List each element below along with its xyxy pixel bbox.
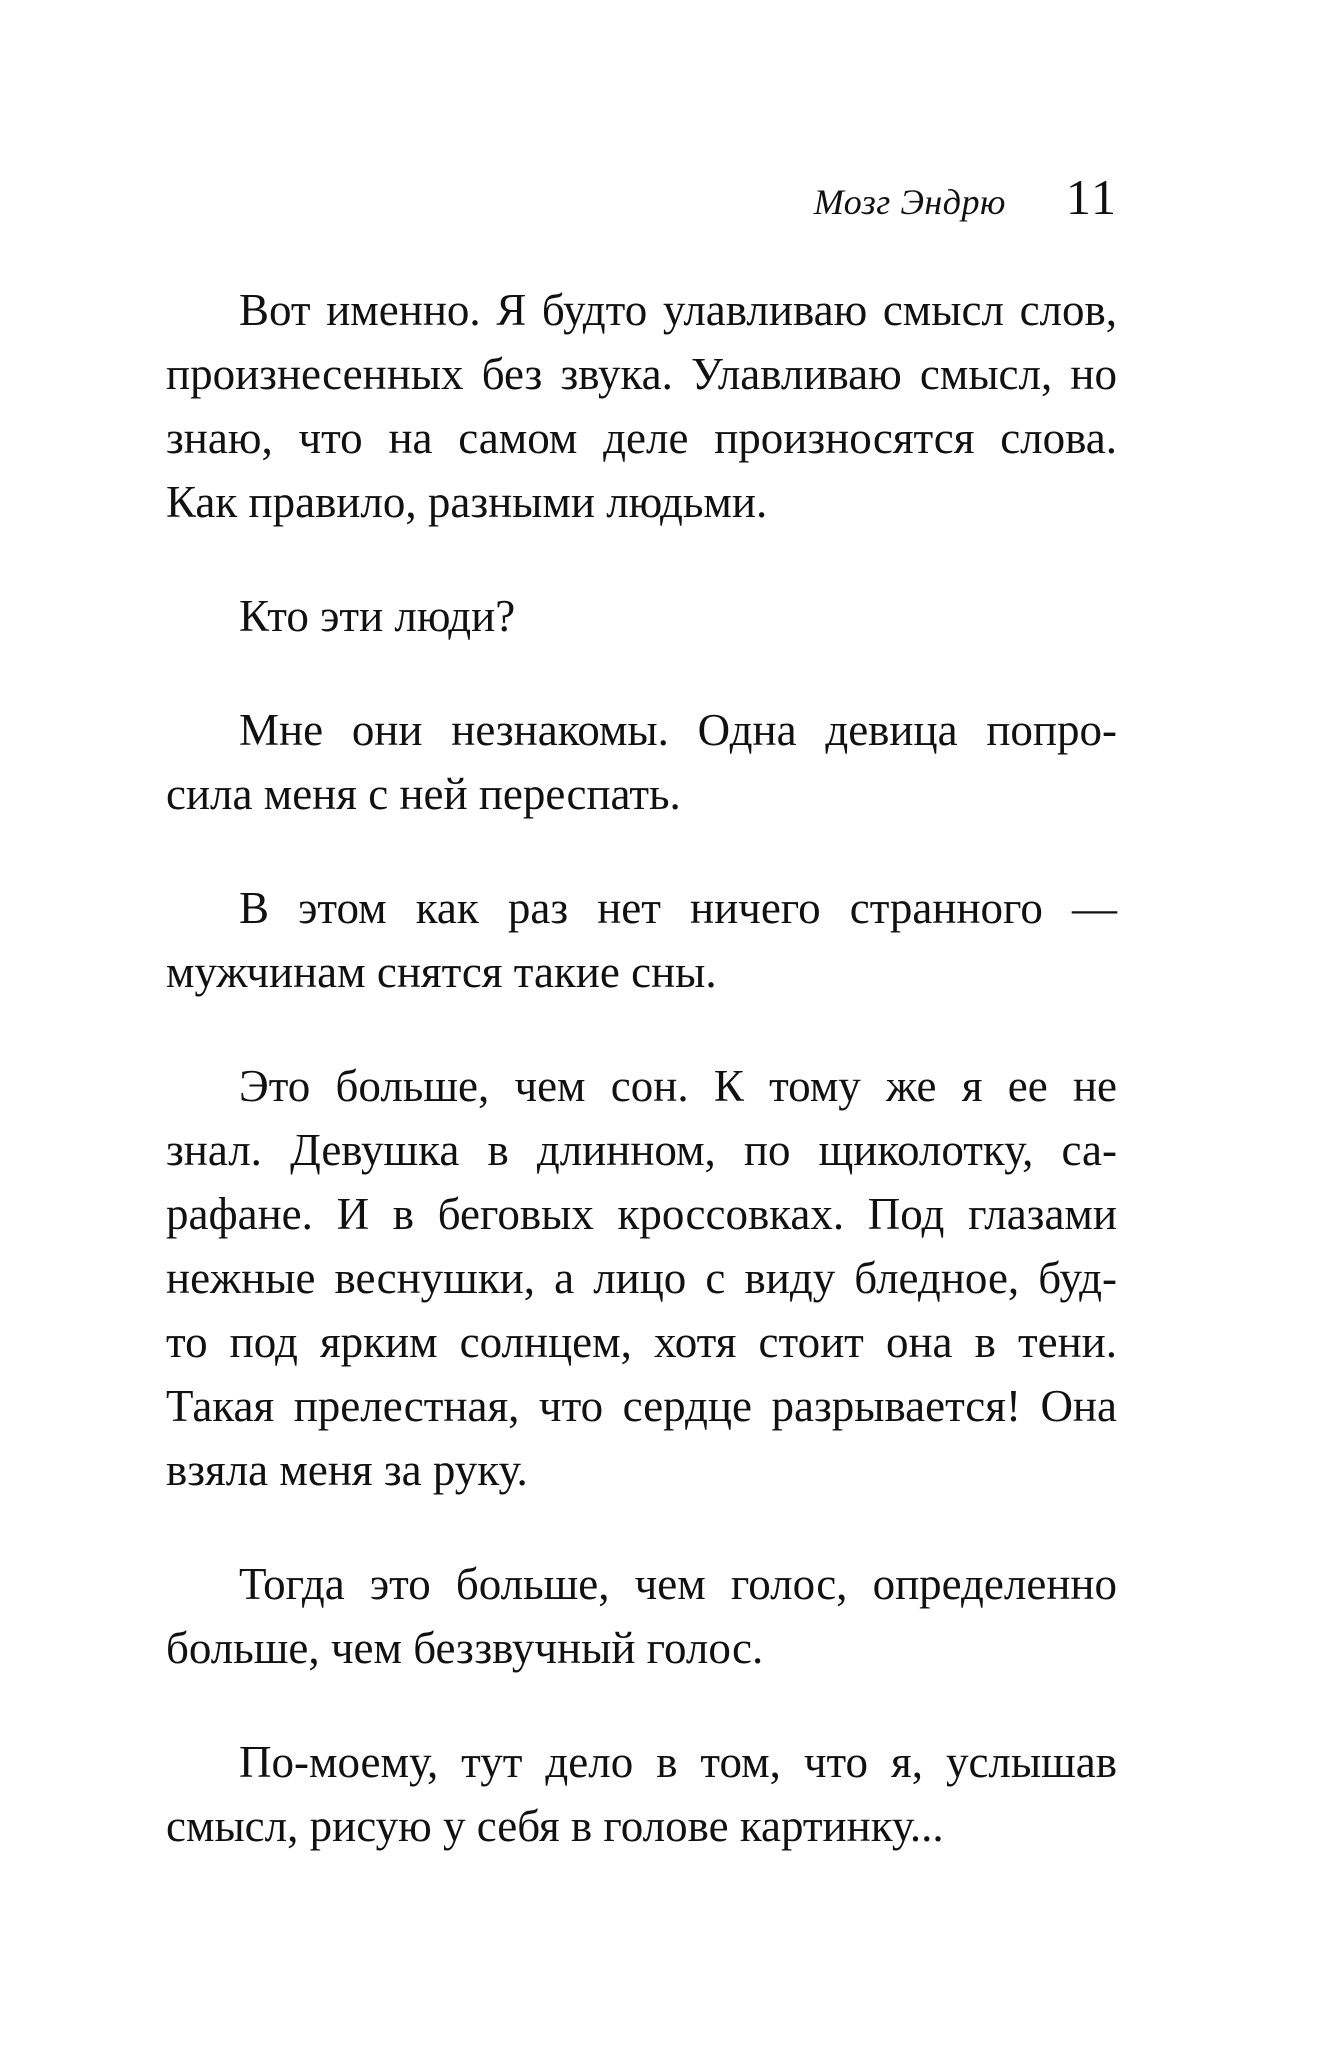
text-line: нежные веснушки, а лицо с виду бледное, буд- bbox=[166, 1253, 1117, 1303]
text-line: произнесенных без звука. Улавливаю смысл, но bbox=[166, 349, 1117, 399]
paragraph bbox=[166, 1552, 1117, 1680]
text-line: Мне они незнакомы. Одна девица попро- bbox=[239, 705, 1117, 755]
paragraph bbox=[166, 698, 1117, 826]
paragraph bbox=[166, 584, 1117, 648]
paragraph bbox=[166, 278, 1117, 534]
text-line: больше, чем беззвучный голос. bbox=[166, 1623, 764, 1673]
text-line: смысл, рисую у себя в голове картинку... bbox=[166, 1801, 944, 1851]
text-line: В этом как раз нет ничего странного — bbox=[239, 883, 1117, 933]
paragraph bbox=[166, 1054, 1117, 1502]
text-line: По-моему, тут дело в том, что я, услышав bbox=[239, 1737, 1117, 1787]
body-text bbox=[166, 278, 1117, 1908]
text-line: знал. Девушка в длинном, по щиколотку, са- bbox=[166, 1125, 1117, 1175]
text-line: то под ярким солнцем, хотя стоит она в тени. bbox=[166, 1317, 1117, 1367]
text-line: сила меня с ней переспать. bbox=[166, 769, 681, 819]
text-line: знаю, что на самом деле произносятся слова. bbox=[166, 413, 1117, 463]
page-number: 11 bbox=[1065, 169, 1118, 225]
text-line: Тогда это больше, чем голос, определенно bbox=[239, 1559, 1117, 1609]
paragraph bbox=[166, 876, 1117, 1004]
running-title: Мозг Эндрю bbox=[813, 182, 1006, 222]
text-line: Такая прелестная, что сердце разрывается! Она bbox=[166, 1381, 1117, 1431]
text-line: Вот именно. Я будто улавливаю смысл слов, bbox=[239, 285, 1117, 335]
text-line: Это больше, чем сон. К тому же я ее не bbox=[239, 1061, 1117, 1111]
running-head bbox=[814, 168, 1118, 226]
text-line: мужчинам снятся такие сны. bbox=[166, 947, 717, 997]
text-line: Как правило, разными людьми. bbox=[166, 477, 768, 527]
paragraph bbox=[166, 1730, 1117, 1858]
text-line: взяла меня за руку. bbox=[166, 1445, 528, 1495]
text-line: рафане. И в беговых кроссовках. Под глазами bbox=[166, 1189, 1117, 1239]
text-line: Кто эти люди? bbox=[239, 591, 516, 641]
